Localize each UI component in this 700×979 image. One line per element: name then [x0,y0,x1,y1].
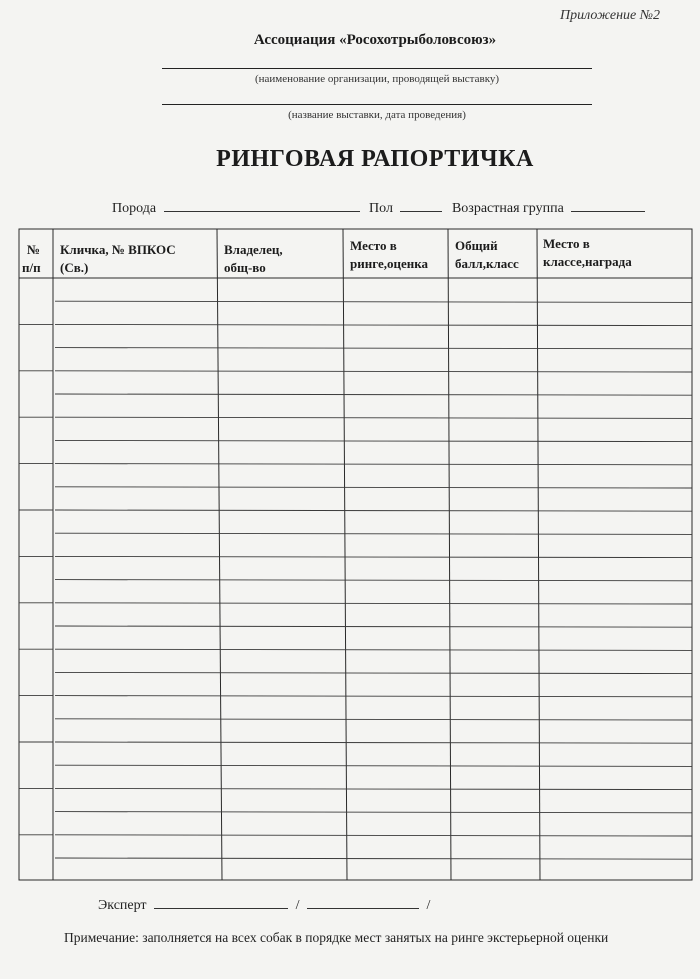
expert-label: Эксперт [98,898,147,913]
column-divider [448,229,451,880]
col-owner-line1: Владелец, [224,242,283,257]
col-ring-place-line1: Место в [350,238,397,253]
association-name: Ассоциация «Росохотрыболовсоюз» [253,32,497,48]
table-row-line [55,719,692,720]
col-ring-place-line2: ринге,оценка [350,256,429,271]
table-border [19,229,692,880]
age-group-label: Возрастная группа [451,201,564,216]
expert-separator: / [295,898,300,913]
table-row-line [55,858,692,859]
col-num-line1: № [27,242,41,257]
table-row-line [55,672,692,673]
column-divider [537,229,540,880]
col-owner-line2: общ-во [224,260,266,275]
column-divider [343,229,347,880]
table-row-line [55,603,692,604]
col-score-line1: Общий [455,238,498,253]
col-name-line2: (Св.) [60,260,89,275]
table-row-line [55,812,692,813]
table-row-line [55,371,692,372]
page-title: РИНГОВАЯ РАПОРТИЧКА [216,146,534,172]
column-divider [217,229,222,880]
col-num-line2: п/п [22,260,41,275]
table-row-line [55,742,692,743]
col-name-line1: Кличка, № ВПКОС [60,242,176,257]
footnote: Примечание: заполняется на всех собак в порядке мест занятых на ринге экстерьерной оценки [64,930,609,945]
table-row-line [55,440,692,441]
table-row-line [55,533,692,534]
expert-separator-2: / [426,898,431,913]
table-row-line [55,649,692,650]
expert-name-field[interactable] [154,896,288,909]
col-score-line2: балл,класс [455,256,519,271]
breed-label: Порода [112,201,157,216]
table-row-line [55,464,692,465]
table-row-line [55,417,692,418]
table-row-line [55,626,692,627]
table-row-line [55,556,692,557]
table-row-line [55,765,692,766]
table-row-line [55,348,692,349]
appendix-label: Приложение №2 [560,8,660,23]
table-row-line [55,510,692,511]
expert-signature-field[interactable] [307,896,419,909]
exhibition-caption: (название выставки, дата проведения) [288,109,466,121]
table-row-line [55,394,692,395]
organization-caption: (наименование организации, проводящей выставку) [254,73,500,85]
sex-label: Пол [369,201,393,216]
table-row-line [55,324,692,325]
table-row-line [55,301,692,302]
col-class-place-line2: классе,награда [543,254,632,269]
table-row-line [55,696,692,697]
expert-row [98,896,430,914]
table-row-line [55,487,692,488]
table-row-line [55,580,692,581]
col-class-place-line1: Место в [543,236,590,251]
table-row-line [55,788,692,789]
table-row-line [55,835,692,836]
